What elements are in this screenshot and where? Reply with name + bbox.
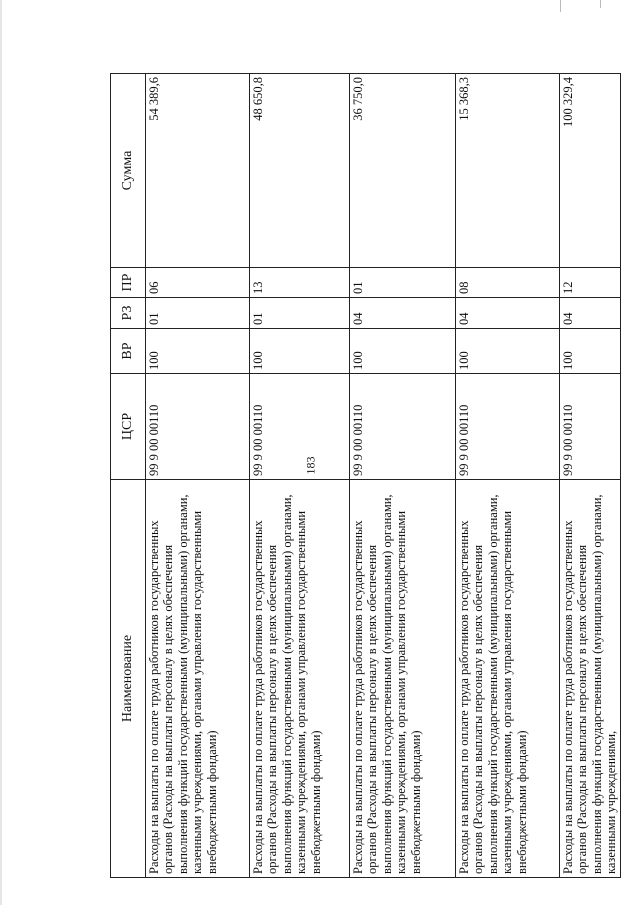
cell-rz: 04: [350, 298, 456, 329]
table-row: [350, 74, 456, 878]
cell-name: Расходы на выплаты по оплате труда работников государственных органов (Расходы на выплаты персоналу в целях обеспечения выполнения функций государственными (муниципальными) органами, казенными учреждениями,: [560, 480, 621, 878]
cell-sum: 54 389,6: [146, 74, 250, 268]
cell-name: Расходы на выплаты по оплате труда работников государственных органов (Расходы на выплаты персоналу в целях обеспечения выполнения функций государственными (муниципальными) органами, казенными учреждениями, органами управления государственными внебюджетными фондами): [456, 480, 560, 878]
cell-csr: 99 9 00 00110: [350, 374, 456, 480]
cell-rz: 04: [456, 298, 560, 329]
cell-rz: 04: [560, 298, 621, 329]
cell-sum: 48 650,8: [250, 74, 350, 268]
cell-vr: 100: [146, 329, 250, 374]
cell-sum: 15 368,3: [456, 74, 560, 268]
header-vr: ВР: [111, 329, 146, 374]
table-row: [250, 74, 350, 878]
page-number: 183: [303, 456, 318, 475]
cell-csr: 99 9 00 00110: [456, 374, 560, 480]
cell-vr: 100: [250, 329, 350, 374]
cell-vr: 100: [560, 329, 621, 374]
cell-pr: 08: [456, 268, 560, 298]
cell-csr: 99 9 00 00110: [250, 374, 350, 480]
budget-table: [110, 73, 621, 878]
table-row: [146, 74, 250, 878]
scan-edge-mark: [0, 0, 2, 905]
cell-name: Расходы на выплаты по оплате труда работников государственных органов (Расходы на выплаты персоналу в целях обеспечения выполнения функций государственными (муниципальными) органами, казенными учреждениями, органами управления государственными внебюджетными фондами): [146, 480, 250, 878]
scan-edge-mark: [560, 0, 561, 12]
table-row: [456, 74, 560, 878]
cell-name: Расходы на выплаты по оплате труда работников государственных органов (Расходы на выплаты персоналу в целях обеспечения выполнения функций государственными (муниципальными) органами, казенными учреждениями, органами управления государственными внебюджетными фондами): [250, 480, 350, 878]
cell-pr: 01: [350, 268, 456, 298]
cell-sum: 100 329,4: [560, 74, 621, 268]
budget-table-container: [110, 74, 619, 878]
cell-csr: 99 9 00 00110: [146, 374, 250, 480]
cell-name: Расходы на выплаты по оплате труда работников государственных органов (Расходы на выплаты персоналу в целях обеспечения выполнения функций государственными (муниципальными) органами, казенными учреждениями, органами управления государственными внебюджетными фондами): [350, 480, 456, 878]
cell-vr: 100: [350, 329, 456, 374]
cell-pr: 13: [250, 268, 350, 298]
cell-sum: 36 750,0: [350, 74, 456, 268]
cell-csr: 99 9 00 00110: [560, 374, 621, 480]
cell-rz: 01: [146, 298, 250, 329]
header-name: Наименование: [111, 480, 146, 878]
table-header-row: [111, 74, 146, 878]
header-csr: ЦСР: [111, 374, 146, 480]
cell-pr: 06: [146, 268, 250, 298]
cell-rz: 01: [250, 298, 350, 329]
table-row: [560, 74, 621, 878]
header-pr: ПР: [111, 268, 146, 298]
cell-pr: 12: [560, 268, 621, 298]
scan-edge-mark: [600, 0, 601, 8]
header-sum: Сумма: [111, 74, 146, 268]
cell-vr: 100: [456, 329, 560, 374]
header-rz: РЗ: [111, 298, 146, 329]
